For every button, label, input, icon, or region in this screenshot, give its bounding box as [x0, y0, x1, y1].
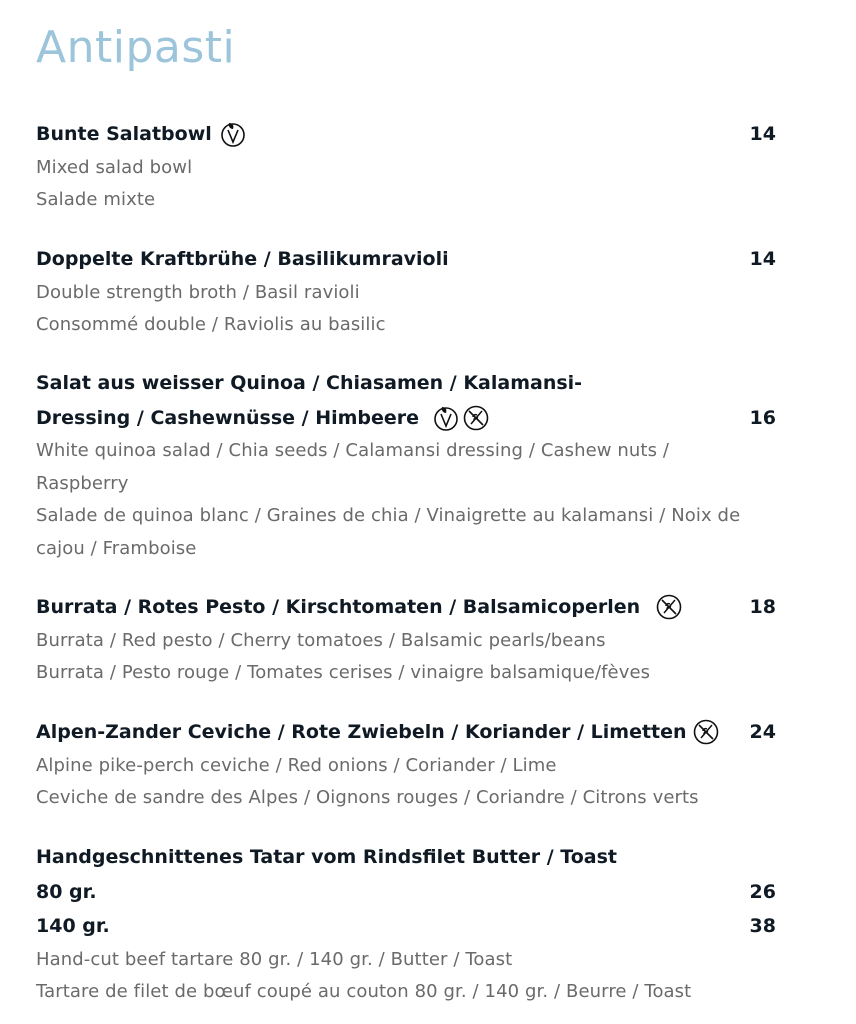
item-desc-fr: Tartare de filet de bœuf coupé au couton 80 gr. / 140 gr. / Beurre / Toast — [36, 981, 692, 1002]
item-price: 16 — [749, 406, 776, 429]
size-label: 140 gr. — [36, 915, 110, 937]
item-price: 38 — [749, 915, 776, 937]
item-price: 18 — [749, 596, 776, 618]
item-desc-en: Burrata / Red pesto / Cherry tomatoes / Balsamic pearls/beans — [36, 629, 606, 651]
menu-item — [36, 590, 776, 690]
gluten-free-icon — [463, 405, 489, 431]
item-name: Burrata / Rotes Pesto / Kirschtomaten / Balsamicoperlen — [36, 596, 641, 618]
item-desc-en: Alpine pike-perch ceviche / Red onions / Coriander / Lime — [36, 754, 557, 776]
item-desc-en: White quinoa salad / Chia seeds / Calamansi dressing / Cashew nuts / — [36, 440, 670, 461]
item-price: 26 — [749, 880, 776, 903]
item-desc-en: Raspberry — [36, 472, 129, 494]
menu-item — [36, 117, 776, 217]
item-desc-en: Double strength broth / Basil ravioli — [36, 281, 360, 303]
size-label: 80 gr. — [36, 880, 97, 903]
menu-item — [36, 242, 776, 342]
item-price: 14 — [749, 248, 776, 270]
item-name: Doppelte Kraftbrühe / Basilikumravioli — [36, 248, 449, 270]
item-desc-fr: Ceviche de sandre des Alpes / Oignons rouges / Coriandre / Citrons verts — [36, 787, 699, 808]
menu-item — [36, 715, 776, 815]
item-desc-en: Hand-cut beef tartare 80 gr. / 140 gr. / Butter / Toast — [36, 948, 513, 970]
item-name: Handgeschnittenes Tatar vom Rindsfilet Butter / Toast — [36, 846, 617, 868]
gluten-free-icon — [656, 594, 682, 620]
item-name: Bunte Salatbowl — [36, 123, 212, 145]
vegan-icon — [433, 405, 459, 431]
item-price: 14 — [749, 123, 776, 145]
item-name: Alpen-Zander Ceviche / Rote Zwiebeln / Koriander / Limetten — [36, 721, 687, 743]
vegan-icon — [220, 121, 246, 147]
item-price: 24 — [749, 721, 776, 743]
item-desc-fr: Salade de quinoa blanc / Graines de chia / Vinaigrette au kalamansi / Noix de — [36, 505, 741, 526]
item-name-line2: Dressing / Cashewnüsse / Himbeere — [36, 406, 420, 429]
item-desc-fr: Consommé double / Raviolis au basilic — [36, 314, 386, 335]
menu-item — [36, 366, 806, 565]
item-desc-fr: cajou / Framboise — [36, 537, 197, 559]
item-desc-fr: Burrata / Pesto rouge / Tomates cerises / vinaigre balsamique/fèves — [36, 662, 651, 683]
item-desc-fr: Salade mixte — [36, 189, 156, 210]
item-name-line1: Salat aus weisser Quinoa / Chiasamen / Kalamansi- — [36, 372, 583, 394]
menu-item — [36, 840, 776, 1009]
item-desc-en: Mixed salad bowl — [36, 156, 193, 178]
section-title: Antipasti — [36, 22, 236, 73]
gluten-free-icon — [693, 719, 719, 745]
